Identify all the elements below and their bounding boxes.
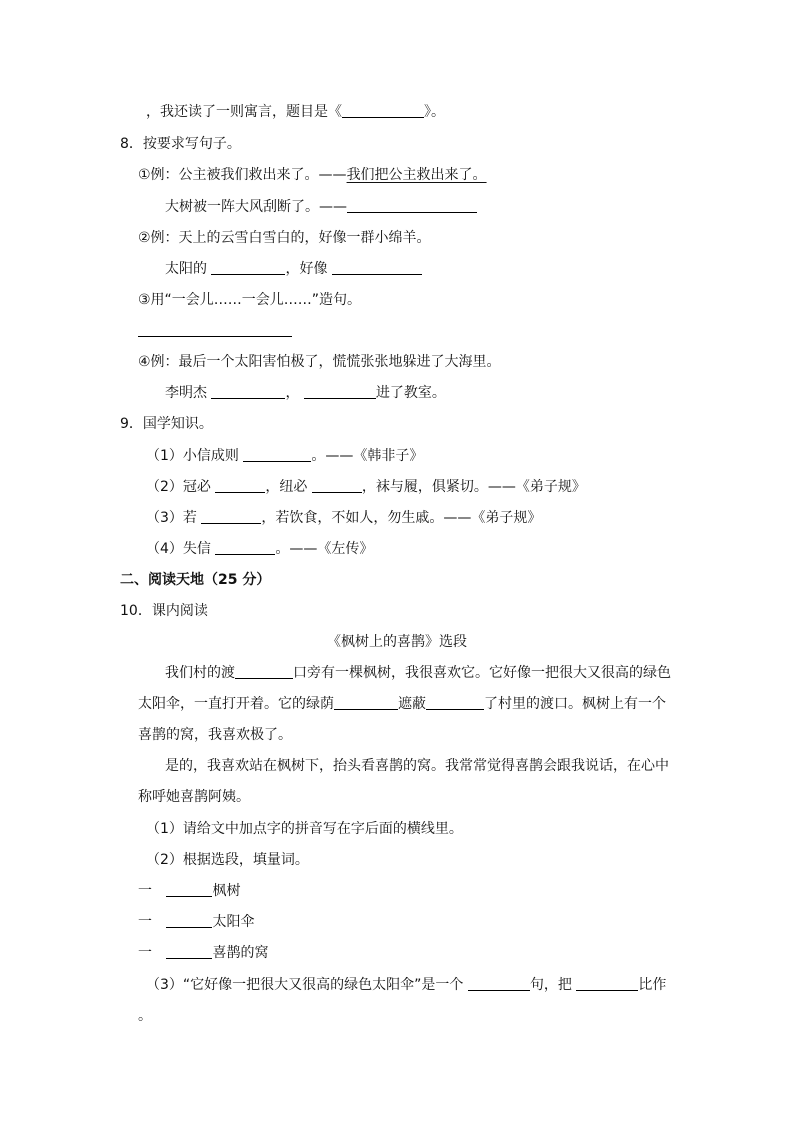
item-text: （4）失信 bbox=[146, 541, 211, 557]
question-text: 句，把 bbox=[529, 977, 572, 993]
passage-text: 了村里的渡口。枫树上有一个 bbox=[484, 696, 666, 712]
measure-word-1 bbox=[138, 881, 240, 901]
task-text: 大树被一阵大风刮断了。—— bbox=[165, 199, 347, 215]
item-text: 。——《韩非子》 bbox=[311, 448, 424, 464]
answer-blank[interactable] bbox=[166, 944, 212, 959]
q9-item-1 bbox=[146, 446, 423, 466]
item-text: （2）冠必 bbox=[146, 479, 211, 495]
passage-p2-line2: 称呼她喜鹊阿姨。 bbox=[138, 789, 250, 805]
answer-blank[interactable] bbox=[332, 260, 422, 275]
question-text: （3）“它好像一把很大又很高的绿色太阳伞”是一个 bbox=[146, 977, 464, 993]
answer-blank[interactable] bbox=[426, 695, 484, 710]
q9-item-3 bbox=[146, 508, 541, 528]
passage-p1-line1 bbox=[165, 663, 671, 683]
item-text: ，纽必 bbox=[265, 479, 308, 495]
answer-blank[interactable] bbox=[243, 447, 311, 462]
passage-text: 口旁有一棵枫树，我很喜欢它。它好像一把很大又很高的绿色 bbox=[293, 665, 671, 681]
answer-blank[interactable] bbox=[235, 664, 293, 679]
answer-blank[interactable] bbox=[468, 976, 530, 991]
q8-s4-task bbox=[165, 383, 446, 403]
measure-word-3 bbox=[138, 943, 268, 963]
answer-blank[interactable] bbox=[166, 913, 212, 928]
passage-text: 我们村的渡 bbox=[165, 665, 235, 681]
passage-title: 《枫树上的喜鹊》选段 bbox=[327, 634, 467, 650]
q10-sub3-end: 。 bbox=[138, 1008, 152, 1024]
q8-s1-example bbox=[138, 165, 487, 185]
q8-s1-task bbox=[165, 197, 477, 217]
section-2-title: 二、阅读天地（25 分） bbox=[120, 572, 271, 588]
example-text: ①例：公主被我们救出来了。—— bbox=[138, 167, 347, 183]
q9-item-4 bbox=[146, 539, 373, 559]
answer-blank[interactable] bbox=[312, 478, 362, 493]
task-text: ， bbox=[285, 385, 300, 401]
item-text: 。——《左传》 bbox=[275, 541, 374, 557]
q7-text-end: 》。 bbox=[424, 104, 445, 120]
q10-title: 10．课内阅读 bbox=[120, 603, 208, 619]
answer-blank[interactable] bbox=[347, 198, 477, 213]
task-text: 李明杰 bbox=[165, 385, 207, 401]
task-text: 太阳的 bbox=[165, 261, 207, 277]
passage-text: 遮蔽 bbox=[398, 696, 426, 712]
answer-blank[interactable] bbox=[211, 260, 285, 275]
q8-title: 8．按要求写句子。 bbox=[120, 136, 241, 152]
mw-prefix: 一 bbox=[138, 883, 152, 899]
answer-blank[interactable] bbox=[304, 384, 376, 399]
passage-p2-line1: 是的，我喜欢站在枫树下，抬头看喜鹊的窝。我常常觉得喜鹊会跟我说话，在心中 bbox=[165, 758, 669, 774]
mw-prefix: 一 bbox=[138, 945, 152, 961]
answer-blank[interactable] bbox=[576, 976, 638, 991]
q10-sub2: （2）根据选段，填量词。 bbox=[146, 852, 309, 868]
q7-text: ，我还读了一则寓言，题目是《 bbox=[146, 104, 342, 120]
item-text: ，若饮食，不如人，勿生戚。——《弟子规》 bbox=[261, 510, 542, 526]
q9-title: 9．国学知识。 bbox=[120, 416, 213, 432]
answer-blank[interactable] bbox=[201, 509, 261, 524]
q8-s2-task bbox=[165, 259, 422, 279]
q8-s3-line bbox=[138, 321, 292, 341]
answer-blank[interactable] bbox=[215, 540, 275, 555]
q10-sub1: （1）请给文中加点字的拼音写在字后面的横线里。 bbox=[146, 821, 463, 837]
answer-blank[interactable] bbox=[211, 384, 285, 399]
answer-blank[interactable] bbox=[334, 695, 398, 710]
passage-text: 太阳伞，一直打开着。它的绿荫 bbox=[138, 696, 334, 712]
mw-noun: 喜鹊的窝 bbox=[212, 945, 269, 961]
q9-item-2 bbox=[146, 477, 586, 497]
mw-prefix: 一 bbox=[138, 914, 152, 930]
q10-sub3 bbox=[146, 975, 666, 995]
question-text: 比作 bbox=[638, 977, 667, 993]
measure-word-2 bbox=[138, 912, 254, 932]
example-answer: 我们把公主救出来了。 bbox=[346, 167, 487, 183]
answer-blank[interactable] bbox=[138, 322, 292, 337]
mw-noun: 太阳伞 bbox=[212, 914, 255, 930]
passage-p1-line2 bbox=[138, 694, 666, 714]
item-text: ，袜与履，俱紧切。——《弟子规》 bbox=[361, 479, 586, 495]
answer-blank[interactable] bbox=[166, 882, 212, 897]
task-text: ，好像 bbox=[285, 261, 328, 277]
passage-p1-line3: 喜鹊的窝，我喜欢极了。 bbox=[138, 727, 292, 743]
q8-s2-example: ②例：天上的云雪白雪白的，好像一群小绵羊。 bbox=[138, 230, 431, 246]
answer-blank[interactable] bbox=[342, 103, 424, 118]
task-text: 进了教室。 bbox=[375, 385, 446, 401]
q8-s4-example: ④例：最后一个太阳害怕极了，慌慌张张地躲进了大海里。 bbox=[138, 354, 501, 370]
item-text: （3）若 bbox=[146, 510, 197, 526]
item-text: （1）小信成则 bbox=[146, 448, 239, 464]
mw-noun: 枫树 bbox=[212, 883, 241, 899]
q8-s3-task: ③用“一会儿……一会儿……”造句。 bbox=[138, 292, 362, 308]
answer-blank[interactable] bbox=[215, 478, 265, 493]
q7-tail bbox=[146, 102, 445, 122]
